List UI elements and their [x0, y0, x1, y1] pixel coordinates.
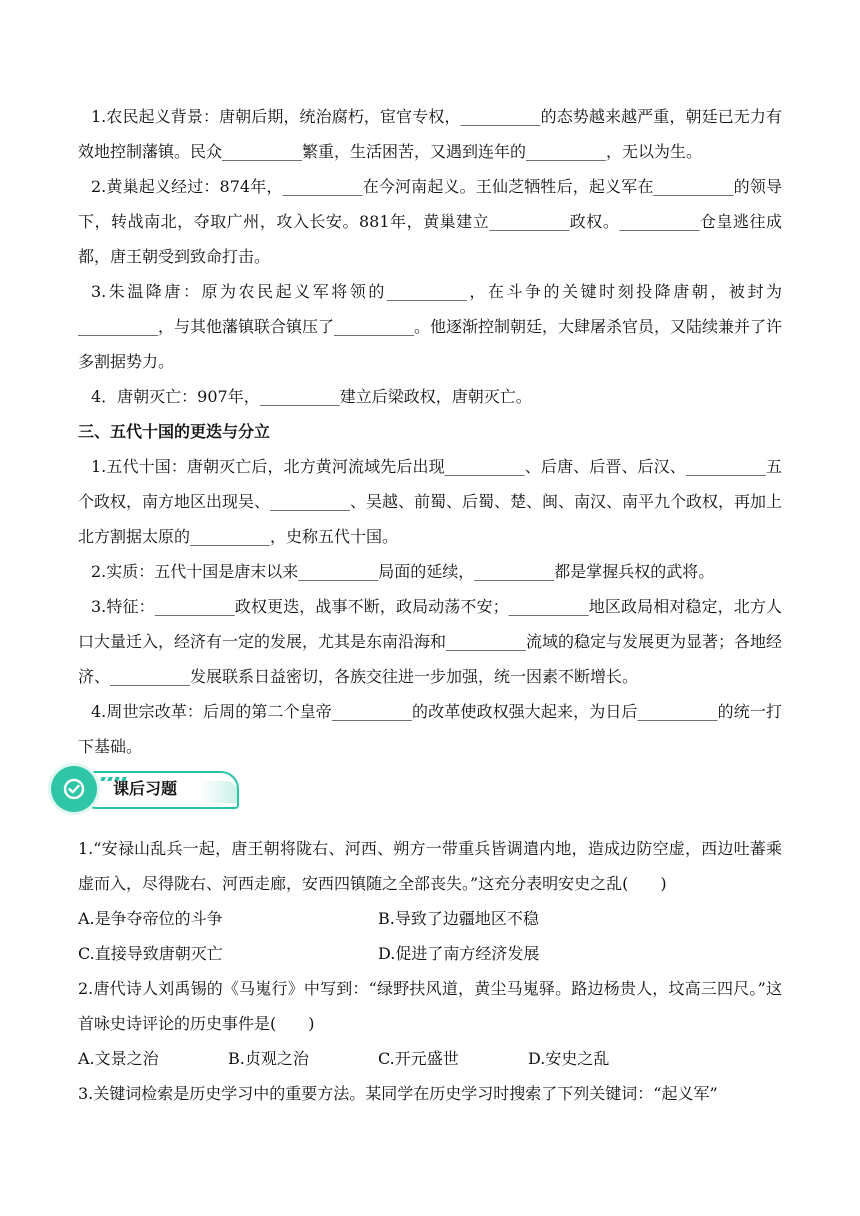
section2-item-1: 1.农民起义背景：唐朝后期，统治腐朽，宦官专权，__________的态势越来越严重，朝廷已无力有效地控制藩镇。民众__________繁重，生活困苦，又遇到连年的__________，无以为生。 [78, 107, 782, 161]
question-2-option-d: D.安史之乱 [528, 1049, 610, 1068]
question-1-option-b: B.导致了边疆地区不稳 [378, 909, 539, 928]
banner-title: 课后习题 [113, 779, 178, 798]
section3-heading: 三、五代十国的更迭与分立 [78, 422, 271, 441]
section3-item-4: 4.周世宗改革：后周的第二个皇帝__________的改革使政权强大起来，为日后__________的统一打下基础。 [78, 702, 782, 756]
section2-item-2: 2.黄巢起义经过：874年，__________在今河南起义。王仙芝牺牲后，起义军在__________的领导下，转战南北，夺取广州，攻入长安。881年，黄巢建立__________政权。__________仓皇逃往成都，唐王朝受到致命打击。 [78, 177, 782, 266]
check-circle-icon [51, 766, 97, 812]
section3-item-2: 2.实质：五代十国是唐末以来__________局面的延续，__________都是掌握兵权的武将。 [91, 562, 715, 581]
banner-dots-decoration [101, 766, 129, 772]
exercise-list [78, 831, 782, 1111]
question-1-options-row1 [78, 901, 782, 936]
section3-item-1: 1.五代十国：唐朝灭亡后，北方黄河流域先后出现__________、后唐、后晋、后汉、__________五个政权，南方地区出现吴、__________、吴越、前蜀、后蜀、楚、闽、南汉、南平九个政权，再加上北方割据太原的__________，史称五代十国。 [78, 457, 783, 546]
question-2-stem: 2.唐代诗人刘禹锡的《马嵬行》中写到：“绿野扶风道，黄尘马嵬驿。路边杨贵人，坟高三四尺。”这首咏史诗评论的历史事件是( ) [78, 979, 782, 1033]
question-1-option-d: D.促进了南方经济发展 [378, 944, 540, 963]
question-1-options-row2 [78, 936, 782, 971]
question-2-option-c: C.开元盛世 [378, 1049, 459, 1068]
question-2-option-a: A.文景之治 [78, 1049, 159, 1068]
section3-item-3: 3.特征：__________政权更迭，战事不断，政局动荡不安；__________地区政局相对稳定，北方人口大量迁入，经济有一定的发展，尤其是东南沿海和__________流域的稳定与发展更为显著；各地经济、__________发展联系日益密切，各族交往进一步加强，统一因素不断增长。 [78, 597, 783, 686]
question-1-option-a: A.是争夺帝位的斗争 [78, 909, 223, 928]
question-1-stem: 1.“安禄山乱兵一起，唐王朝将陇右、河西、朔方一带重兵皆调遣内地，造成边防空虚，西边吐蕃乘虚而入，尽得陇右、河西走廊，安西四镇随之全部丧失。”这充分表明安史之乱( ) [78, 839, 782, 893]
question-3-stem: 3.关键词检索是历史学习中的重要方法。某同学在历史学习时搜索了下列关键词：“起义军” [78, 1084, 718, 1103]
knowledge-section [78, 99, 782, 764]
section2-item-3: 3.朱温降唐：原为农民起义军将领的__________，在斗争的关键时刻投降唐朝，被封为__________，与其他藩镇联合镇压了__________。他逐渐控制朝廷，大肆屠杀官员，又陆续兼并了许多割据势力。 [78, 282, 783, 371]
section2-item-4: 4．唐朝灭亡：907年，__________建立后梁政权，唐朝灭亡。 [91, 387, 532, 406]
question-2-options [78, 1041, 782, 1076]
question-2-option-b: B.贞观之治 [228, 1049, 309, 1068]
exercise-banner [51, 766, 241, 814]
question-1-option-c: C.直接导致唐朝灭亡 [78, 944, 223, 963]
